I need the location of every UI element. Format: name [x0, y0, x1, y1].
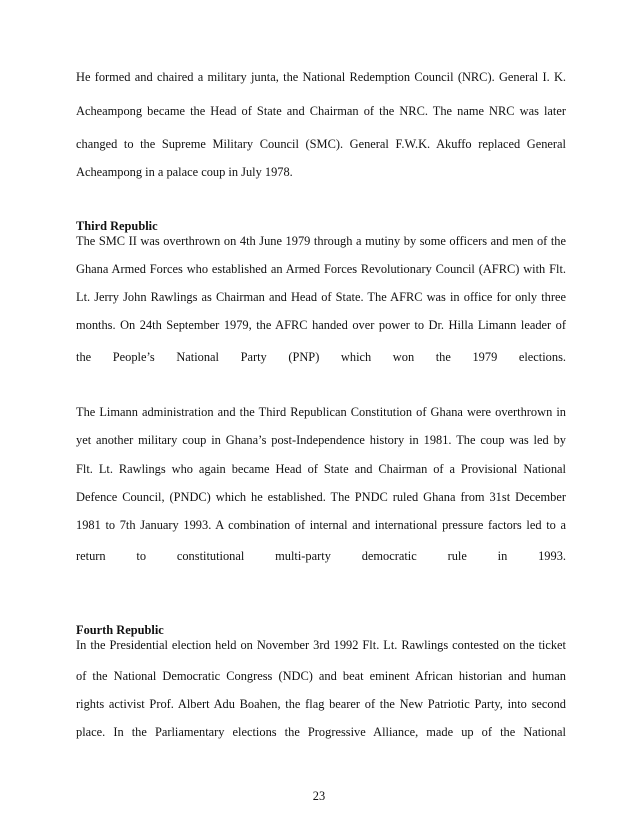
paragraph-3-line: yet another military coup in Ghana’s post-Independence history in 1981. The coup was led by: [76, 433, 566, 447]
paragraph-1-line: Acheampong in a palace coup in July 1978.: [76, 165, 293, 179]
section-heading-third-republic: Third Republic: [76, 219, 158, 233]
paragraph-3-line: The Limann administration and the Third Republican Constitution of Ghana were overthrown in: [76, 405, 566, 419]
page-number: 23: [312, 789, 326, 803]
third-republic-line: Lt. Jerry John Rawlings as Chairman and Head of State. The AFRC was in office for only three: [76, 290, 566, 304]
third-republic-line: the People’s National Party (PNP) which won the 1979 elections.: [76, 350, 566, 364]
paragraph-1-line: He formed and chaired a military junta, the National Redemption Council (NRC). General I. K.: [76, 70, 566, 84]
paragraph-3-line: Flt. Lt. Rawlings who again became Head of State and Chairman of a Provisional National: [76, 462, 566, 476]
paragraph-3-line: return to constitutional multi-party democratic rule in 1993.: [76, 549, 566, 563]
third-republic-line: months. On 24th September 1979, the AFRC handed over power to Dr. Hilla Limann leader of: [76, 318, 566, 332]
fourth-republic-line: place. In the Parliamentary elections the Progressive Alliance, made up of the National: [76, 725, 566, 739]
fourth-republic-line: In the Presidential election held on November 3rd 1992 Flt. Lt. Rawlings contested on the ticket: [76, 638, 566, 652]
third-republic-line: Ghana Armed Forces who established an Armed Forces Revolutionary Council (AFRC) with Flt.: [76, 262, 566, 276]
paragraph-3-line: Defence Council, (PNDC) which he established. The PNDC ruled Ghana from 31st December: [76, 490, 566, 504]
fourth-republic-line: rights activist Prof. Albert Adu Boahen, the flag bearer of the New Patriotic Party, into second: [76, 697, 566, 711]
paragraph-1-line: Acheampong became the Head of State and Chairman of the NRC. The name NRC was later: [76, 104, 566, 118]
third-republic-line: The SMC II was overthrown on 4th June 1979 through a mutiny by some officers and men of the: [76, 234, 566, 248]
section-heading-fourth-republic: Fourth Republic: [76, 623, 164, 637]
paragraph-1-line: changed to the Supreme Military Council (SMC). General F.W.K. Akuffo replaced General: [76, 137, 566, 151]
paragraph-3-line: 1981 to 7th January 1993. A combination of internal and international pressure factors led to a: [76, 518, 566, 532]
fourth-republic-line: of the National Democratic Congress (NDC) and beat eminent African historian and human: [76, 669, 566, 683]
